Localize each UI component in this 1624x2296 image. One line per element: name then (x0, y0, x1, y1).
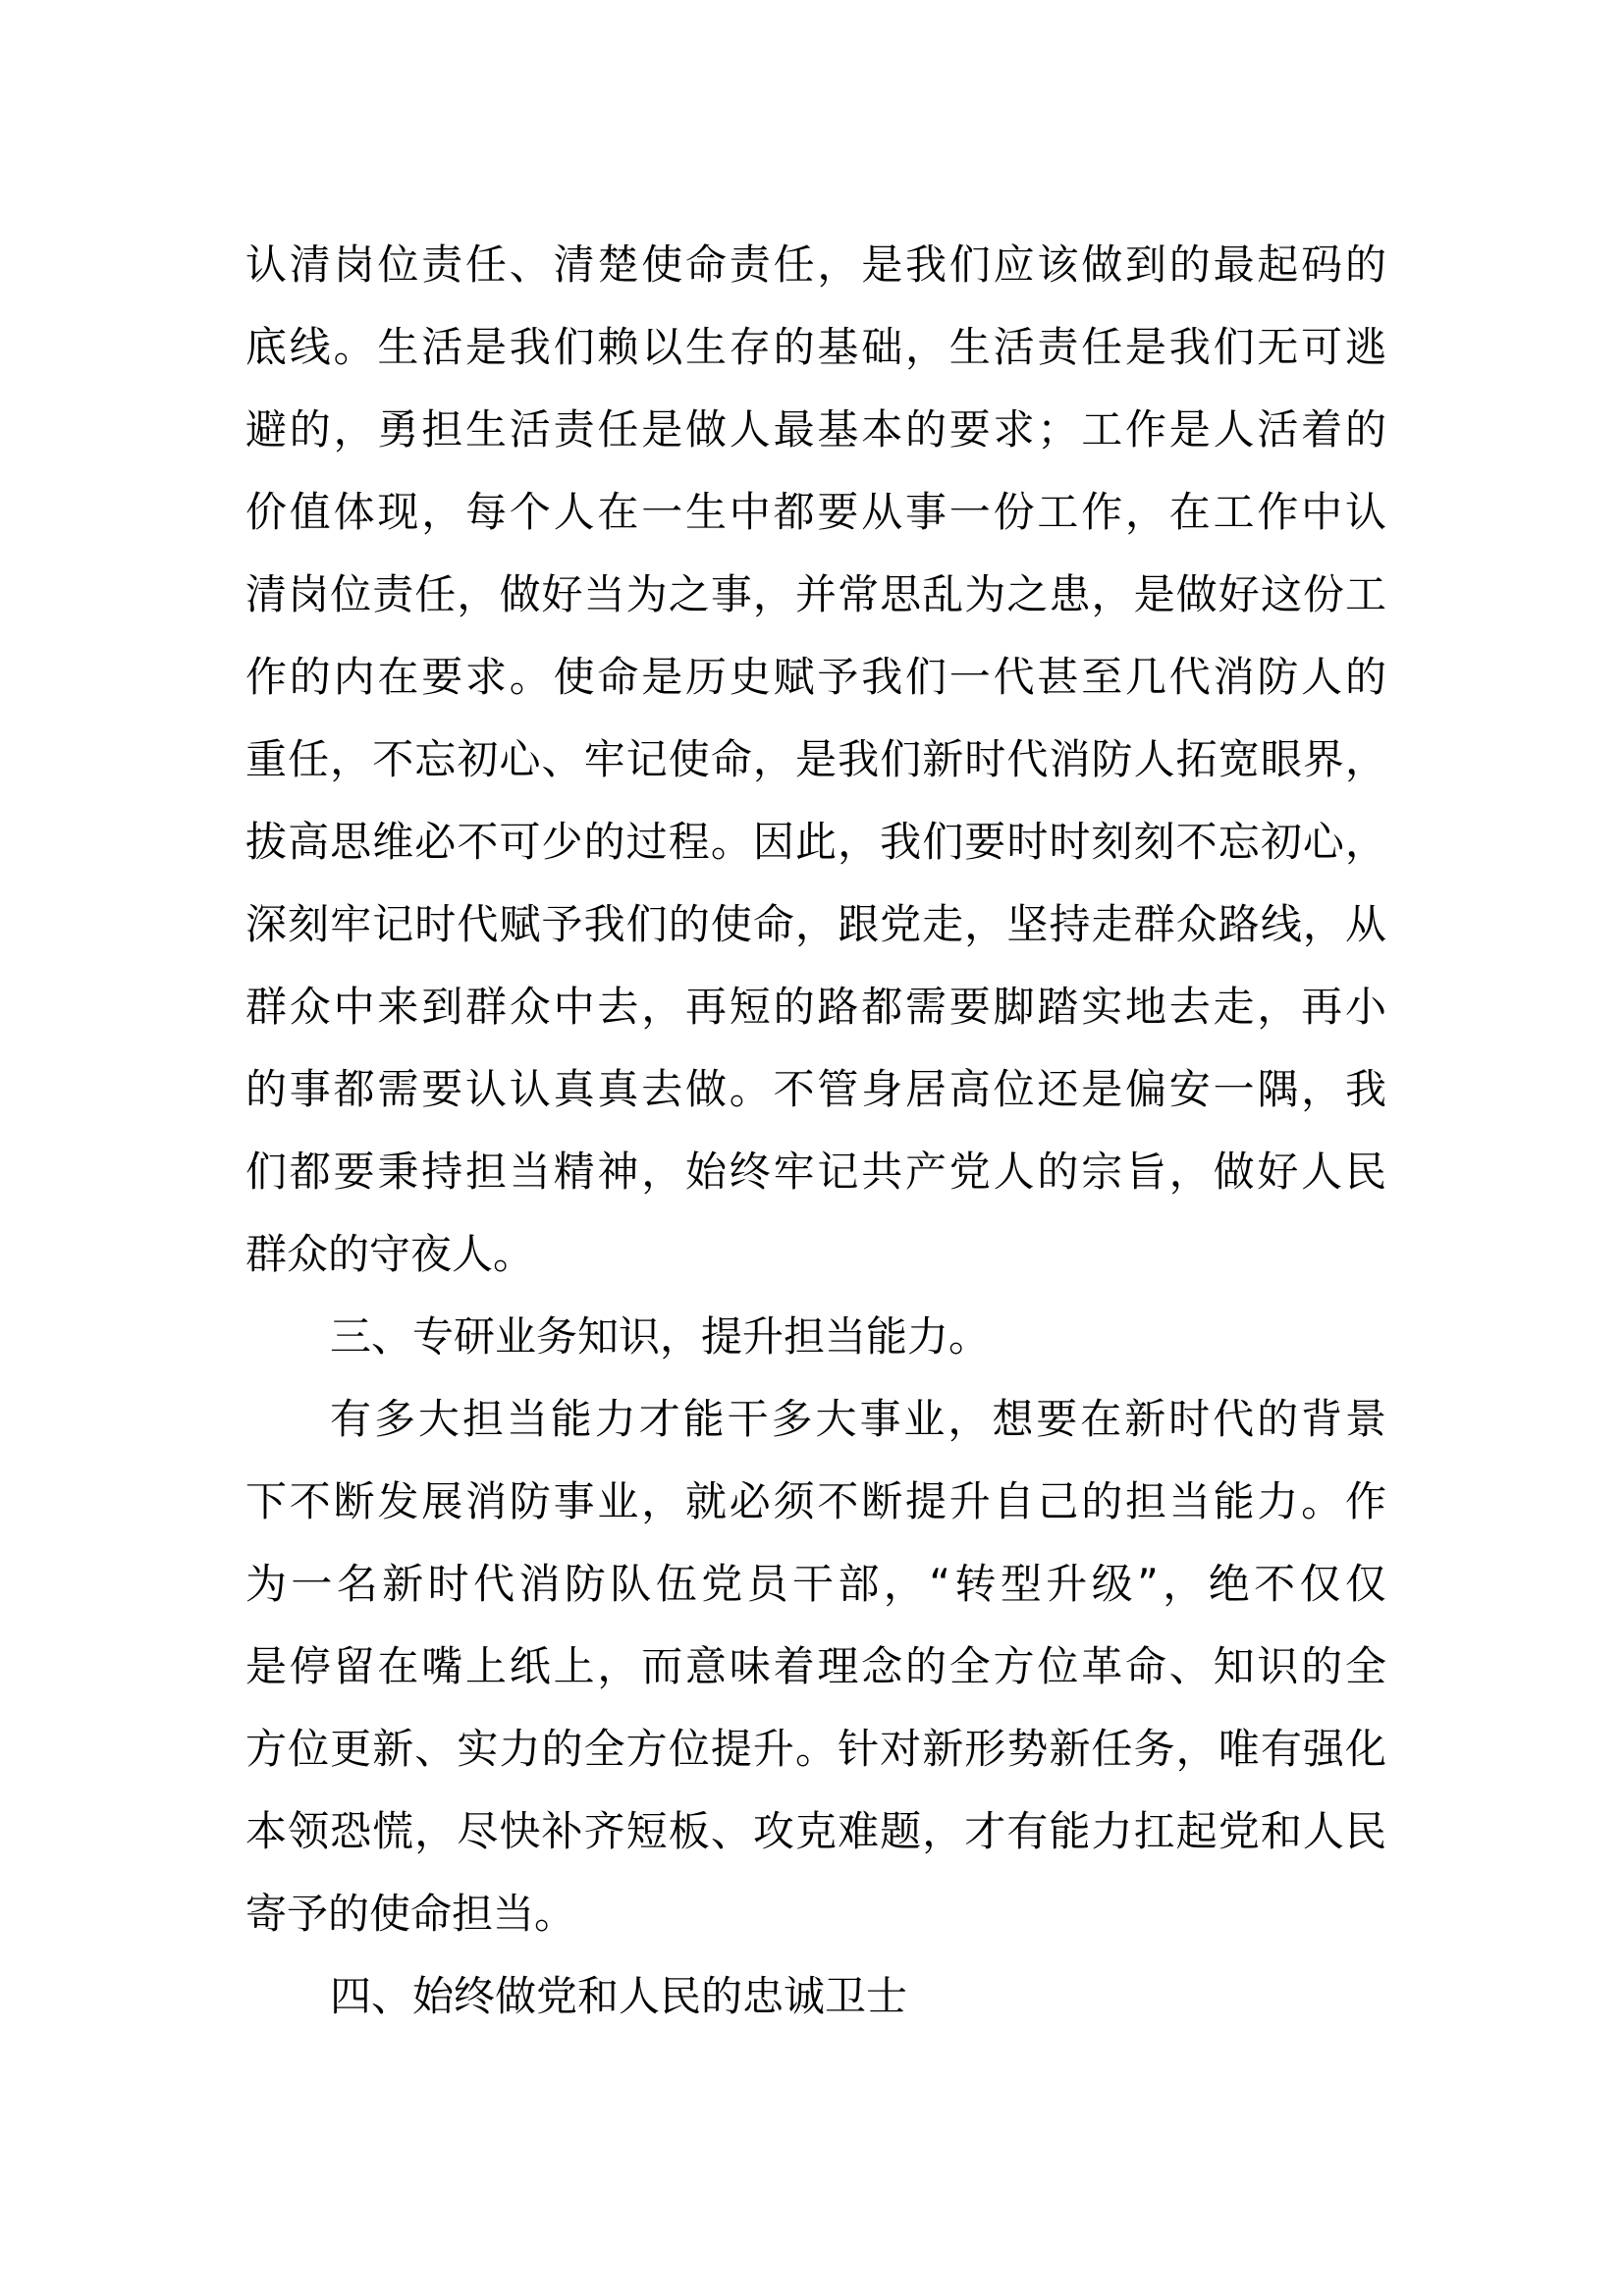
text-line: 群众的守夜人。 (245, 1230, 535, 1278)
section-heading-4 (245, 1955, 1386, 2038)
text-line: 群众中来到群众中去，再短的路都需要脚踏实地去走，再小 (245, 983, 1386, 1031)
text-line: 深刻牢记时代赋予我们的使命，跟党走，坚持走群众路线，从 (245, 900, 1386, 948)
text-line: 下不断发展消防事业，就必须不断提升自己的担当能力。作 (245, 1477, 1386, 1525)
text-line: 重任，不忘初心、牢记使命，是我们新时代消防人拓宽眼界， (245, 735, 1386, 783)
text-line: 价值体现，每个人在一生中都要从事一份工作，在工作中认 (245, 488, 1386, 536)
text-line: 是停留在嘴上纸上，而意味着理念的全方位革命、知识的全 (245, 1642, 1386, 1690)
document-page (245, 224, 1386, 2038)
text-line: 认清岗位责任、清楚使命责任，是我们应该做到的最起码的 (245, 240, 1386, 289)
text-line: 作的内在要求。使命是历史赋予我们一代甚至几代消防人的 (245, 653, 1386, 701)
text-line: 的事都需要认认真真去做。不管身居高位还是偏安一隅，我 (245, 1065, 1386, 1113)
paragraph-body-2 (245, 1378, 1386, 1955)
text-line: 拔高思维必不可少的过程。因此，我们要时时刻刻不忘初心， (245, 818, 1386, 866)
text-line: 为一名新时代消防队伍党员干部，“转型升级”，绝不仅仅 (245, 1560, 1386, 1608)
text-line: 底线。生活是我们赖以生存的基础，生活责任是我们无可逃 (245, 323, 1386, 371)
text-line: 们都要秉持担当精神，始终牢记共产党人的宗旨，做好人民 (245, 1148, 1386, 1196)
text-line: 有多大担当能力才能干多大事业，想要在新时代的背景 (330, 1395, 1386, 1443)
text-line: 避的，勇担生活责任是做人最基本的要求；工作是人活着的 (245, 405, 1386, 454)
text-line: 寄予的使命担当。 (245, 1890, 576, 1938)
text-line: 方位更新、实力的全方位提升。针对新形势新任务，唯有强化 (245, 1725, 1386, 1773)
text-line: 清岗位责任，做好当为之事，并常思乱为之患，是做好这份工 (245, 570, 1386, 618)
heading-text: 四、始终做党和人民的忠诚卫士 (330, 1972, 908, 2020)
section-heading-3 (245, 1296, 1386, 1378)
text-line: 本领恐慌，尽快补齐短板、攻克难题，才有能力扛起党和人民 (245, 1807, 1386, 1855)
heading-text: 三、专研业务知识，提升担当能力。 (330, 1312, 991, 1361)
paragraph-body-1 (245, 224, 1386, 1296)
